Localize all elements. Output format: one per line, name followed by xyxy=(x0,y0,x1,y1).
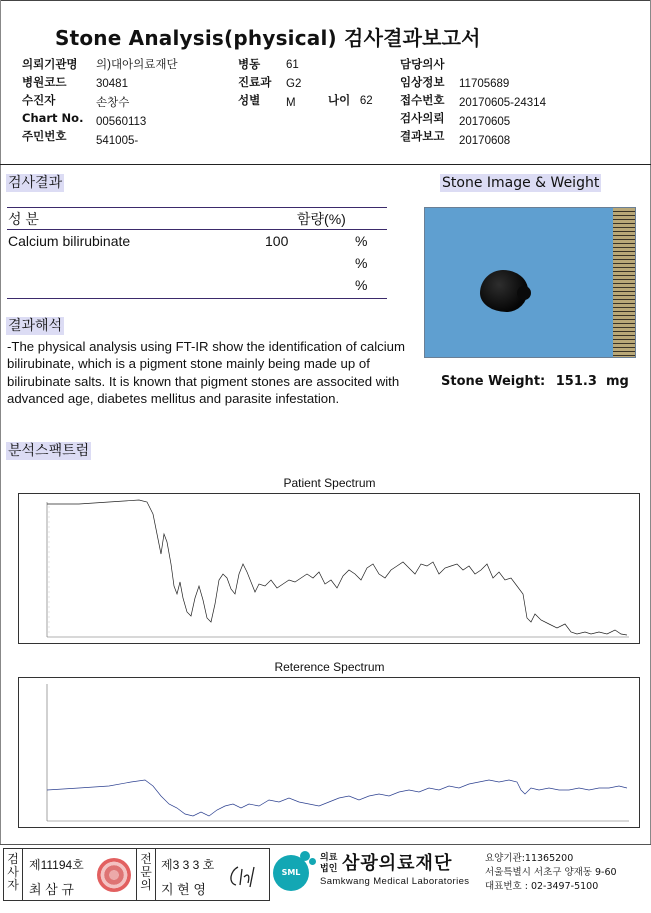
stone-weight xyxy=(441,374,629,389)
table-bottom-rule xyxy=(7,298,387,299)
organization-name-en: Samkwang Medical Laboratories xyxy=(320,876,470,887)
reference-spectrum-line xyxy=(47,780,627,816)
header-col-3 xyxy=(400,55,444,145)
header-value-clinical-info: 11705689 xyxy=(459,78,510,90)
header-label: 성별 xyxy=(238,93,261,107)
organization-logo: SML xyxy=(273,855,309,891)
header-label: 검사의뢰 xyxy=(400,111,445,125)
header-label: 수진자 xyxy=(22,93,56,107)
stone-weight-value: 151.3 mg xyxy=(555,374,629,389)
specialist-signature xyxy=(226,863,264,889)
specialist-license-number: 제3 3 3 호 xyxy=(161,858,215,872)
interpretation-text: -The physical analysis using FT-IR show the identification of calcium bilirubinate, which is a pigment stone mainly being made up of bilirubinate salts. It is known that pigment stones are associted with advanced age, diabetes mellitus and parasite infestation. xyxy=(7,339,405,407)
cell-amount: 100 xyxy=(265,233,289,249)
reference-spectrum-title: Reterence Spectrum xyxy=(274,660,385,674)
header-label-age: 나이 xyxy=(328,93,351,107)
header-divider xyxy=(0,164,651,165)
stone-weight-label: Stone Weight: xyxy=(441,374,546,389)
header-label: Chart No. xyxy=(22,111,84,125)
left-border xyxy=(0,0,1,844)
section-title-interpretation: 결과해석 xyxy=(8,318,63,334)
org-type-line2: 법인 xyxy=(320,864,338,874)
header-col-2 xyxy=(238,55,271,109)
patient-spectrum-title: Patient Spectrum xyxy=(283,476,376,490)
header-value-age: 62 xyxy=(359,95,373,107)
organization-name: 삼광의료재단 xyxy=(342,853,453,874)
header-label: 접수번호 xyxy=(400,93,445,107)
header-label: 진료과 xyxy=(238,75,272,89)
stone-photo xyxy=(424,207,636,358)
cell-unit: % xyxy=(355,255,368,271)
inspector-name: 최 삼 규 xyxy=(29,882,74,897)
header-value-hospital-code: 30481 xyxy=(96,78,128,90)
header-value-report-date: 20170608 xyxy=(459,135,511,147)
patient-axis-ticks xyxy=(47,502,629,637)
inspector-vertical-label: 검사자 xyxy=(7,852,19,892)
signature-separator xyxy=(155,849,156,900)
patient-spectrum-line xyxy=(47,500,627,635)
reference-axes xyxy=(47,684,629,821)
header-age xyxy=(328,91,373,110)
header-value-request-date: 20170605 xyxy=(459,116,511,128)
header-value-chart-no: 00560113 xyxy=(96,116,147,128)
specialist-vertical-label: 전문의 xyxy=(140,852,152,892)
header-label: 임상정보 xyxy=(400,75,445,89)
logo-dot xyxy=(309,858,316,865)
cell-unit: % xyxy=(355,277,368,293)
header-label: 병동 xyxy=(238,57,261,71)
report-title: Stone Analysis(physical) 검사결과보고서 xyxy=(55,26,481,50)
header-value-ward: 61 xyxy=(286,59,299,71)
header-value-sex: M xyxy=(286,97,296,109)
header-label: 의뢰기관명 xyxy=(22,57,78,71)
inspector-license-number: 제11194호 xyxy=(29,858,84,872)
org-type-line1: 의료 xyxy=(320,853,338,863)
header-label: 결과보고 xyxy=(400,129,445,143)
header-col-1 xyxy=(22,55,83,145)
header-value-patient: 손창수 xyxy=(96,97,130,109)
col-header-amount: 함량(%) xyxy=(297,211,346,227)
header-col-1-values xyxy=(96,55,178,150)
cell-unit: % xyxy=(355,233,368,249)
header-col-3-values xyxy=(459,55,546,150)
col-header-component: 성 분 xyxy=(8,211,39,227)
table-top-rule xyxy=(7,207,387,208)
header-value-institution: 의)대아의료재단 xyxy=(96,59,178,71)
signature-separator xyxy=(22,849,23,900)
header-value-receipt-no: 20170605-24314 xyxy=(459,97,546,109)
header-label: 담당의사 xyxy=(400,57,445,71)
header-label: 주민번호 xyxy=(22,129,67,143)
header-col-2-values xyxy=(286,55,301,112)
table-header-rule xyxy=(7,229,387,230)
cell-component: Calcium bilirubinate xyxy=(8,233,131,249)
institution-code: 요양기관:11365200 xyxy=(485,853,574,864)
section-title-spectrum: 분석스팩트럼 xyxy=(8,443,90,459)
header-value-id-number: 541005- xyxy=(96,135,139,147)
top-border xyxy=(0,0,651,1)
specialist-name: 지 현 영 xyxy=(161,882,206,897)
signature-separator xyxy=(136,849,137,900)
organization-address: 서울특별시 서초구 양재동 9-60 xyxy=(485,867,617,878)
header-value-department: G2 xyxy=(286,78,302,90)
section-title-stone: Stone Image & Weight xyxy=(442,175,600,191)
patient-spectrum-plot xyxy=(18,493,640,644)
signature-box xyxy=(3,848,270,901)
reference-spectrum-plot xyxy=(18,677,640,828)
inspector-seal xyxy=(97,858,131,892)
organization-phone: 대표번호 : 02-3497-5100 xyxy=(485,881,599,892)
section-title-result: 검사결과 xyxy=(8,175,63,191)
stone-specimen-fragment xyxy=(517,286,531,300)
ruler-scale xyxy=(613,208,635,358)
header-label: 병원코드 xyxy=(22,75,67,89)
